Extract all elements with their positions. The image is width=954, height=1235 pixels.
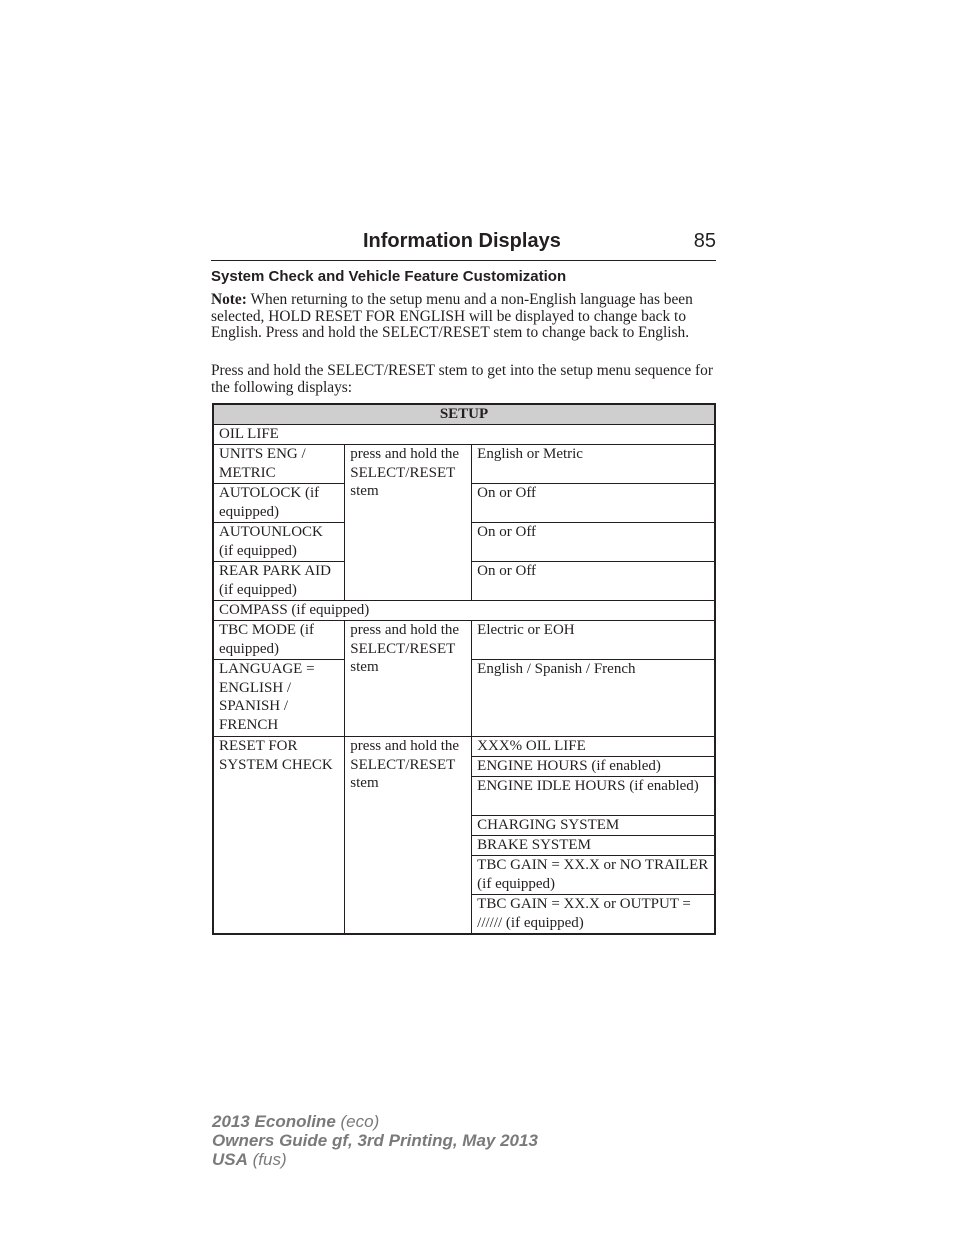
footer-model-code: (eco): [335, 1112, 380, 1131]
footer-guide: Owners Guide gf, 3rd Printing, May 2013: [212, 1131, 538, 1150]
table-cell-system-check-item: ENGINE HOURS (if enabled): [472, 756, 715, 776]
table-cell-press-hold: press and hold the SELECT/RESET stem: [345, 444, 472, 600]
note-paragraph: [211, 292, 716, 342]
page-title: Information Displays: [363, 230, 561, 252]
table-cell-autounlock: AUTOUNLOCK (if equipped): [213, 522, 345, 561]
setup-table-header: SETUP: [213, 404, 715, 424]
section-heading: System Check and Vehicle Feature Customization: [211, 268, 567, 285]
table-cell-autolock-value: On or Off: [472, 483, 715, 522]
table-cell-language: LANGUAGE = ENGLISH / SPANISH / FRENCH: [213, 659, 345, 736]
footer-market-code: (fus): [247, 1150, 287, 1169]
table-cell-units-value: English or Metric: [472, 444, 715, 483]
table-cell-compass: COMPASS (if equipped): [213, 600, 715, 620]
table-cell-press-hold: press and hold the SELECT/RESET stem: [345, 620, 472, 736]
table-cell-system-check-item: CHARGING SYSTEM: [472, 815, 715, 835]
table-cell-rear-park-aid-value: On or Off: [472, 561, 715, 600]
page-header: [211, 228, 716, 261]
table-cell-tbc-mode: TBC MODE (if equipped): [213, 620, 345, 659]
footer-model-line: [212, 1112, 538, 1131]
page-footer: [212, 1112, 538, 1169]
intro-paragraph: Press and hold the SELECT/RESET stem to get into the setup menu sequence for the following displays:: [211, 362, 713, 396]
setup-table: [212, 403, 716, 935]
table-cell-autolock: AUTOLOCK (if equipped): [213, 483, 345, 522]
table-cell-system-check-item: XXX% OIL LIFE: [472, 736, 715, 756]
note-label: Note:: [211, 291, 247, 308]
table-cell-press-hold: press and hold the SELECT/RESET stem: [345, 736, 472, 934]
table-cell-tbc-mode-value: Electric or EOH: [472, 620, 715, 659]
table-cell-rear-park-aid: REAR PARK AID (if equipped): [213, 561, 345, 600]
note-text: When returning to the setup menu and a non-English language has been selected, HOLD RESET FOR ENGLISH will be displayed to change back to English. Press and hold the SELECT/RESET stem to change back to English.: [211, 291, 693, 341]
table-cell-language-value: English / Spanish / French: [472, 659, 715, 736]
table-cell-reset-system-check: RESET FOR SYSTEM CHECK: [213, 736, 345, 934]
table-cell-system-check-item: BRAKE SYSTEM: [472, 835, 715, 855]
footer-market: USA: [212, 1150, 248, 1169]
footer-guide-line: [212, 1131, 538, 1150]
table-cell-units: UNITS ENG / METRIC: [213, 444, 345, 483]
table-cell-oil-life: OIL LIFE: [213, 424, 715, 444]
page-number: 85: [693, 230, 716, 252]
table-cell-system-check-item: ENGINE IDLE HOURS (if enabled): [472, 776, 715, 815]
footer-model: 2013 Econoline: [212, 1112, 336, 1131]
table-cell-system-check-item: TBC GAIN = XX.X or NO TRAILER (if equipped): [472, 855, 715, 894]
table-cell-autounlock-value: On or Off: [472, 522, 715, 561]
table-cell-system-check-item: TBC GAIN = XX.X or OUTPUT = ////// (if equipped): [472, 894, 715, 934]
footer-market-line: [212, 1150, 538, 1169]
